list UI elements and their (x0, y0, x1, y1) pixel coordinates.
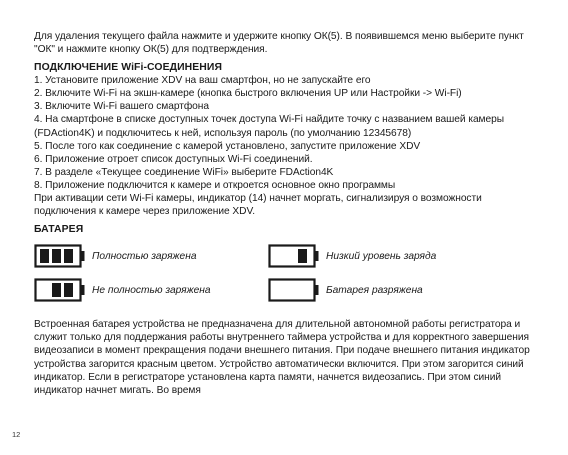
wifi-step: 8. Приложение подключится к камере и откроется основное окно программы (34, 179, 396, 191)
wifi-step: 2. Включите Wi-Fi на экшн-камере (кнопка быстрого включения UP или Настройки -> Wi-Fi) (34, 88, 462, 100)
battery-full-label: Полностью заряжена (92, 250, 197, 262)
battery-partial-icon (34, 278, 86, 302)
wifi-step: 7. В разделе «Текущее соединение WiFi» выберите FDAction4K (34, 166, 334, 178)
battery-state-partial (34, 278, 211, 302)
wifi-step: 1. Установите приложение XDV на ваш смартфон, но не запускайте его (34, 75, 371, 87)
wifi-note: При активации сети Wi-Fi камеры, индикатор (14) начнет моргать, сигнализируя о возможности подключения к камере через приложение XDV. (34, 193, 482, 218)
battery-state-full (34, 244, 197, 268)
wifi-step: 4. На смартфоне в списке доступных точек доступа Wi-Fi найдите точку с названием вашей камеры (FDAction4K) и подключитесь к ней, используя пароль (по умолчанию 12345678) (34, 114, 505, 139)
battery-heading: БАТАРЕЯ (34, 224, 84, 236)
manual-page (34, 30, 534, 397)
battery-empty-label: Батарея разряжена (326, 284, 423, 296)
battery-low-icon (268, 244, 320, 268)
battery-full-icon (34, 244, 86, 268)
intro-paragraph: Для удаления текущего файла нажмите и удержите кнопку ОК(5). В появившемся меню выберите пункт "ОК" и нажмите кнопку ОК(5) для подтверждения. (34, 31, 524, 56)
battery-state-low (268, 244, 436, 268)
page-number: 12 (12, 430, 21, 439)
battery-empty-icon (268, 278, 320, 302)
wifi-step: 5. После того как соединение с камерой установлено, запустите приложение XDV (34, 140, 421, 152)
wifi-steps-list (34, 74, 534, 192)
battery-low-label: Низкий уровень заряда (326, 250, 437, 262)
battery-states (34, 240, 534, 310)
battery-state-empty (268, 278, 423, 302)
wifi-heading: ПОДКЛЮЧЕНИЕ WiFi-СОЕДИНЕНИЯ (34, 62, 223, 74)
battery-paragraph: Встроенная батарея устройства не предназначена для длительной автономной работы регистратора и служит только для поддержания работы внутреннего таймера устройства и для корректного завершения видеозаписи в момент прекращения подачи внешнего питания. При подаче внешнего питания индикатор устройства загорится красным цветом. Устройство автоматически включится. При этом загорится синий индикатор. Если в регистраторе установлена карта памяти, начнется видеозапись. При этом синий индикатор начнет мигать. Во время (34, 319, 530, 396)
battery-partial-label: Не полностью заряжена (92, 284, 211, 296)
wifi-step: 3. Включите Wi-Fi вашего смартфона (34, 101, 209, 113)
wifi-step: 6. Приложение отроет список доступных Wi-Fi соединений. (34, 153, 313, 165)
